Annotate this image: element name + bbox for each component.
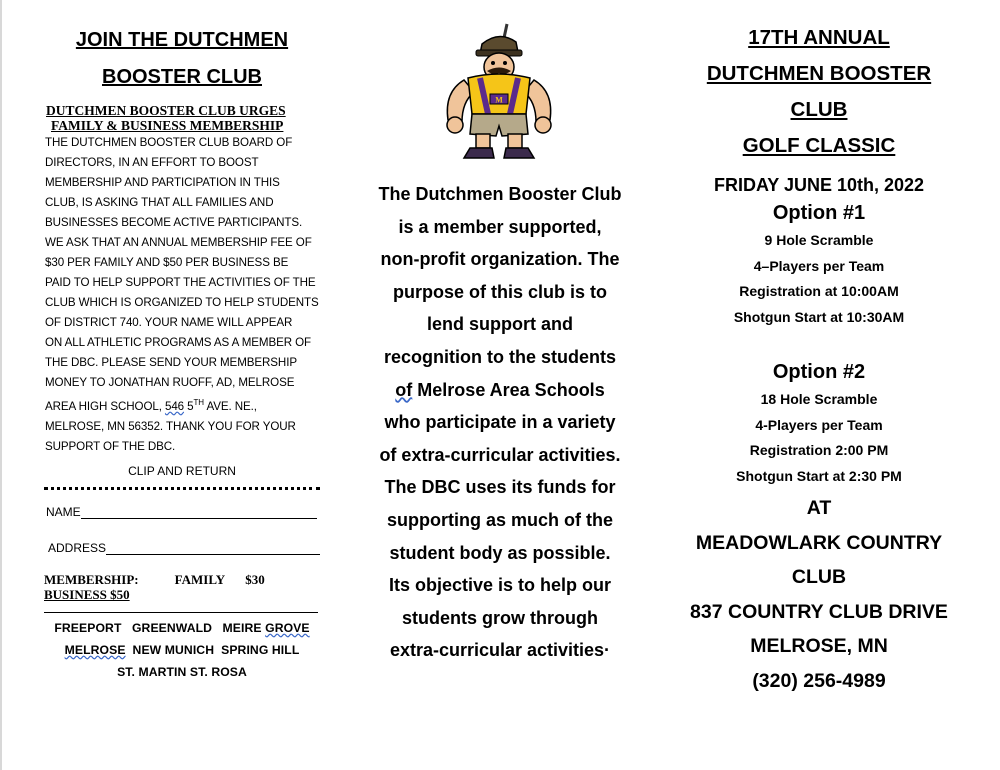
- body-line: BUSINESSES BECOME ACTIVE PARTICIPANTS.: [45, 216, 303, 229]
- join-title-line2: BOOSTER CLUB: [102, 66, 262, 88]
- body-line: MELROSE, MN 56352. THANK YOU FOR YOUR: [45, 419, 296, 433]
- family-price: $30: [245, 571, 265, 587]
- body-line: DIRECTORS, IN AN EFFORT TO BOOST: [45, 156, 259, 169]
- towns-line3: ST. MARTIN ST. ROSA: [117, 664, 247, 679]
- mission-line: purpose of this club is to: [392, 281, 607, 302]
- dotted-cut-line: [44, 487, 320, 490]
- dutchman-mascot-image: [434, 22, 564, 162]
- body-line: WE ASK THAT AN ANNUAL MEMBERSHIP FEE OF: [45, 236, 312, 249]
- option1-detail: Registration at 10:00AM: [739, 283, 899, 299]
- address-blank[interactable]: [106, 542, 320, 555]
- option1-heading: Option #1: [772, 202, 866, 224]
- name-label: NAME: [46, 504, 81, 519]
- mission-line: Its objective is to help our: [388, 575, 612, 596]
- option1-detail: 9 Hole Scramble: [764, 232, 874, 248]
- address-label: ADDRESS: [48, 540, 107, 555]
- golf-title-line: GOLF CLASSIC: [742, 134, 896, 157]
- page-edge: [0, 0, 2, 770]
- membership-column: [44, 22, 320, 683]
- urge-line1: DUTCHMEN BOOSTER CLUB URGES: [46, 103, 286, 118]
- towns-line2: MELROSE NEW MUNICH SPRING HILL: [64, 642, 300, 657]
- body-line: THE DUTCHMEN BOOSTER CLUB BOARD OF: [45, 136, 293, 149]
- join-title-line1: JOIN THE DUTCHMEN: [75, 29, 289, 51]
- body-line: CLUB WHICH IS ORGANIZED TO HELP STUDENTS: [45, 296, 319, 309]
- venue-line: MEADOWLARK COUNTRY: [695, 531, 943, 554]
- mission-statement: [356, 178, 644, 667]
- body-line: ON ALL ATHLETIC PROGRAMS AS A MEMBER OF: [45, 336, 312, 349]
- address-line: AREA HIGH SCHOOL, 546 5TH AVE. NE.,: [45, 398, 257, 413]
- option2-detail: 4-Players per Team: [755, 416, 883, 433]
- golf-title-line: DUTCHMEN BOOSTER: [706, 62, 932, 85]
- name-blank[interactable]: [81, 506, 317, 519]
- venue-line: AT: [806, 497, 832, 519]
- mission-line: non-profit organization. The: [380, 249, 620, 270]
- address-field[interactable]: [44, 541, 320, 555]
- option2-detail: Registration 2:00 PM: [749, 442, 889, 458]
- mission-line: of Melrose Area Schools: [395, 379, 605, 400]
- towns-list: [44, 617, 320, 683]
- separator-line: [44, 612, 318, 613]
- option1-detail: 4–Players per Team: [753, 257, 885, 274]
- venue-line: MELROSE, MN: [750, 635, 888, 657]
- body-line: CLUB, IS ASKING THAT ALL FAMILIES AND: [45, 196, 274, 209]
- family-label: FAMILY: [174, 571, 226, 587]
- golf-title-line: 17TH ANNUAL: [748, 26, 890, 49]
- body-line: MONEY TO JONATHAN RUOFF, AD, MELROSE: [45, 376, 295, 389]
- mission-line: The DBC uses its funds for: [384, 477, 616, 498]
- clip-and-return: CLIP AND RETURN: [128, 463, 236, 478]
- golf-classic-column: [676, 20, 962, 698]
- body-line: THE DBC. PLEASE SEND YOUR MEMBERSHIP: [45, 356, 297, 369]
- venue-line: CLUB: [791, 566, 847, 588]
- business-option: BUSINESS $50: [44, 586, 130, 602]
- mission-line: lend support and: [427, 314, 573, 335]
- event-date: FRIDAY JUNE 10th, 2022: [713, 175, 925, 195]
- addr-number: 546: [164, 399, 185, 413]
- membership-options: [44, 572, 320, 602]
- body-line: PAID TO HELP SUPPORT THE ACTIVITIES OF THE: [45, 276, 316, 289]
- venue-phone: (320) 256-4989: [752, 669, 886, 692]
- golf-title-line: CLUB: [790, 98, 848, 121]
- venue-line: 837 COUNTRY CLUB DRIVE: [690, 600, 948, 623]
- body-line: SUPPORT OF THE DBC.: [45, 439, 176, 453]
- mission-line: students grow through: [402, 607, 598, 628]
- svg-text:M: M: [495, 95, 503, 105]
- urge-heading: [44, 103, 320, 133]
- option2-heading: Option #2: [772, 361, 866, 383]
- membership-body: [44, 133, 320, 457]
- towns-line1: FREEPORT GREENWALD MEIRE GROVE: [54, 620, 310, 635]
- mission-line: is a member supported,: [398, 216, 602, 237]
- body-line: MEMBERSHIP AND PARTICIPATION IN THIS: [45, 176, 280, 189]
- urge-line2: FAMILY & BUSINESS MEMBERSHIP: [51, 118, 284, 133]
- venue-info: [676, 491, 962, 698]
- mission-line: of extra-curricular activities.: [379, 444, 621, 465]
- option2-detail: Shotgun Start at 2:30 PM: [736, 467, 902, 484]
- mission-line: student body as possible.: [389, 542, 611, 563]
- name-field[interactable]: [44, 505, 320, 519]
- option1-detail: Shotgun Start at 10:30AM: [733, 308, 905, 325]
- body-line: $30 PER FAMILY AND $50 PER BUSINESS BE: [45, 256, 289, 269]
- mission-line: extra-curricular activities·: [389, 640, 611, 661]
- mission-line: The Dutchmen Booster Club: [378, 184, 622, 204]
- mission-line: supporting as much of the: [386, 509, 613, 530]
- membership-label: MEMBERSHIP:: [44, 571, 139, 587]
- mission-line: who participate in a variety: [384, 412, 616, 433]
- option2-detail: 18 Hole Scramble: [760, 391, 878, 407]
- body-line: OF DISTRICT 740. YOUR NAME WILL APPEAR: [45, 316, 293, 329]
- mission-line: recognition to the students: [384, 346, 616, 367]
